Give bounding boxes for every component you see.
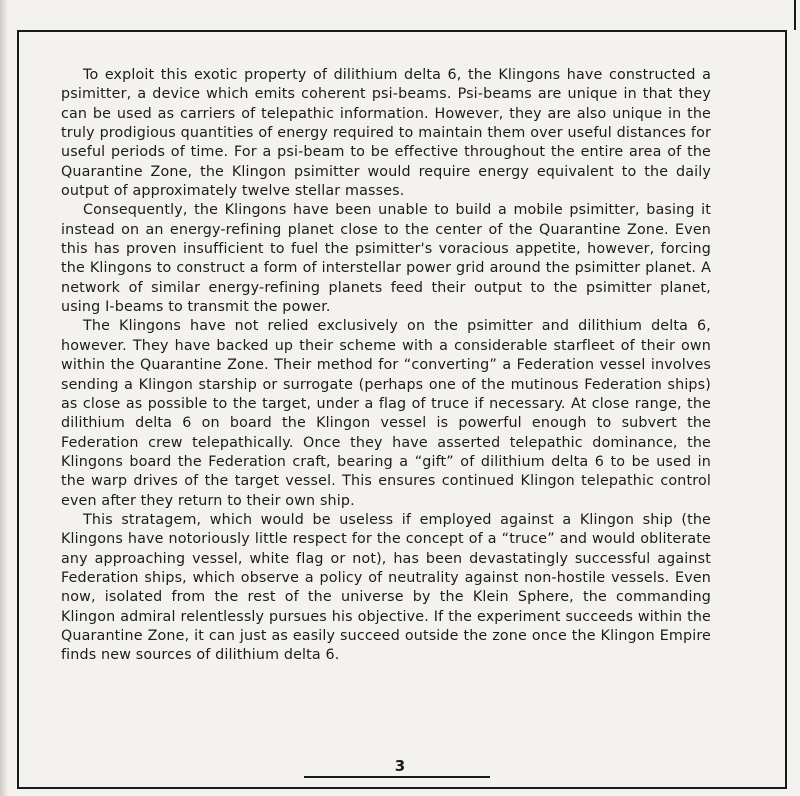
footer-rule (304, 776, 490, 778)
body-text (61, 66, 711, 666)
paragraph: Consequently, the Klingons have been unable to build a mobile psimitter, basing it instead on an energy-refining planet close to the center of the Quarantine Zone. Even this has proven insufficient to fuel the psimitter's voracious appetite, however, forcing the Klingons to construct a form of interstellar power grid around the psimitter planet. A network of similar energy-refining planets feed their output to the psimitter planet, using I-beams to transmit the power. (61, 202, 711, 316)
frame-edge (794, 0, 796, 30)
paragraph: To exploit this exotic property of dilithium delta 6, the Klingons have constructed a psimitter, a device which emits coherent psi-beams. Psi-beams are unique in that they can be used as carriers of telepathic information. However, they are also unique in the truly prodigious quantities of energy required to maintain them over useful distances for useful periods of time. For a psi-beam to be effective throughout the entire area of the Quarantine Zone, the Klingon psimitter would require energy equivalent to the daily output of approximately twelve stellar masses. (61, 67, 711, 200)
paragraph: This stratagem, which would be useless if employed against a Klingon ship (the Klingons have notoriously little respect for the concept of a “truce” and would obliterate any approaching vessel, white flag or not), has been devastatingly successful against Federation ships, which observe a policy of neutrality against non-hostile vessels. Even now, isolated from the rest of the universe by the Klein Sphere, the commanding Klingon admiral relentlessly pursues his objective. If the experiment succeeds within the Quarantine Zone, it can just as easily succeed outside the zone once the Klingon Empire finds new sources of dilithium delta 6. (61, 511, 711, 664)
page-number: 3 (394, 757, 406, 775)
scan-shadow (0, 0, 8, 796)
paragraph: The Klingons have not relied exclusively on the psimitter and dilithium delta 6, however. They have backed up their scheme with a considerable starfleet of their own within the Quarantine Zone. Their method for “converting” a Federation vessel involves sending a Klingon starship or surrogate (perhaps one of the mutinous Federation ships) as close as possible to the target, under a flag of truce if necessary. At close range, the dilithium delta 6 on board the Klingon vessel is powerful enough to subvert the Federation crew telepathically. Once they have asserted telepathic dominance, the Klingons board the Federation craft, bearing a “gift” of dilithium delta 6 to be used in the warp drives of the target vessel. This ensures continued Klingon telepathic control even after they return to their own ship. (61, 318, 711, 509)
